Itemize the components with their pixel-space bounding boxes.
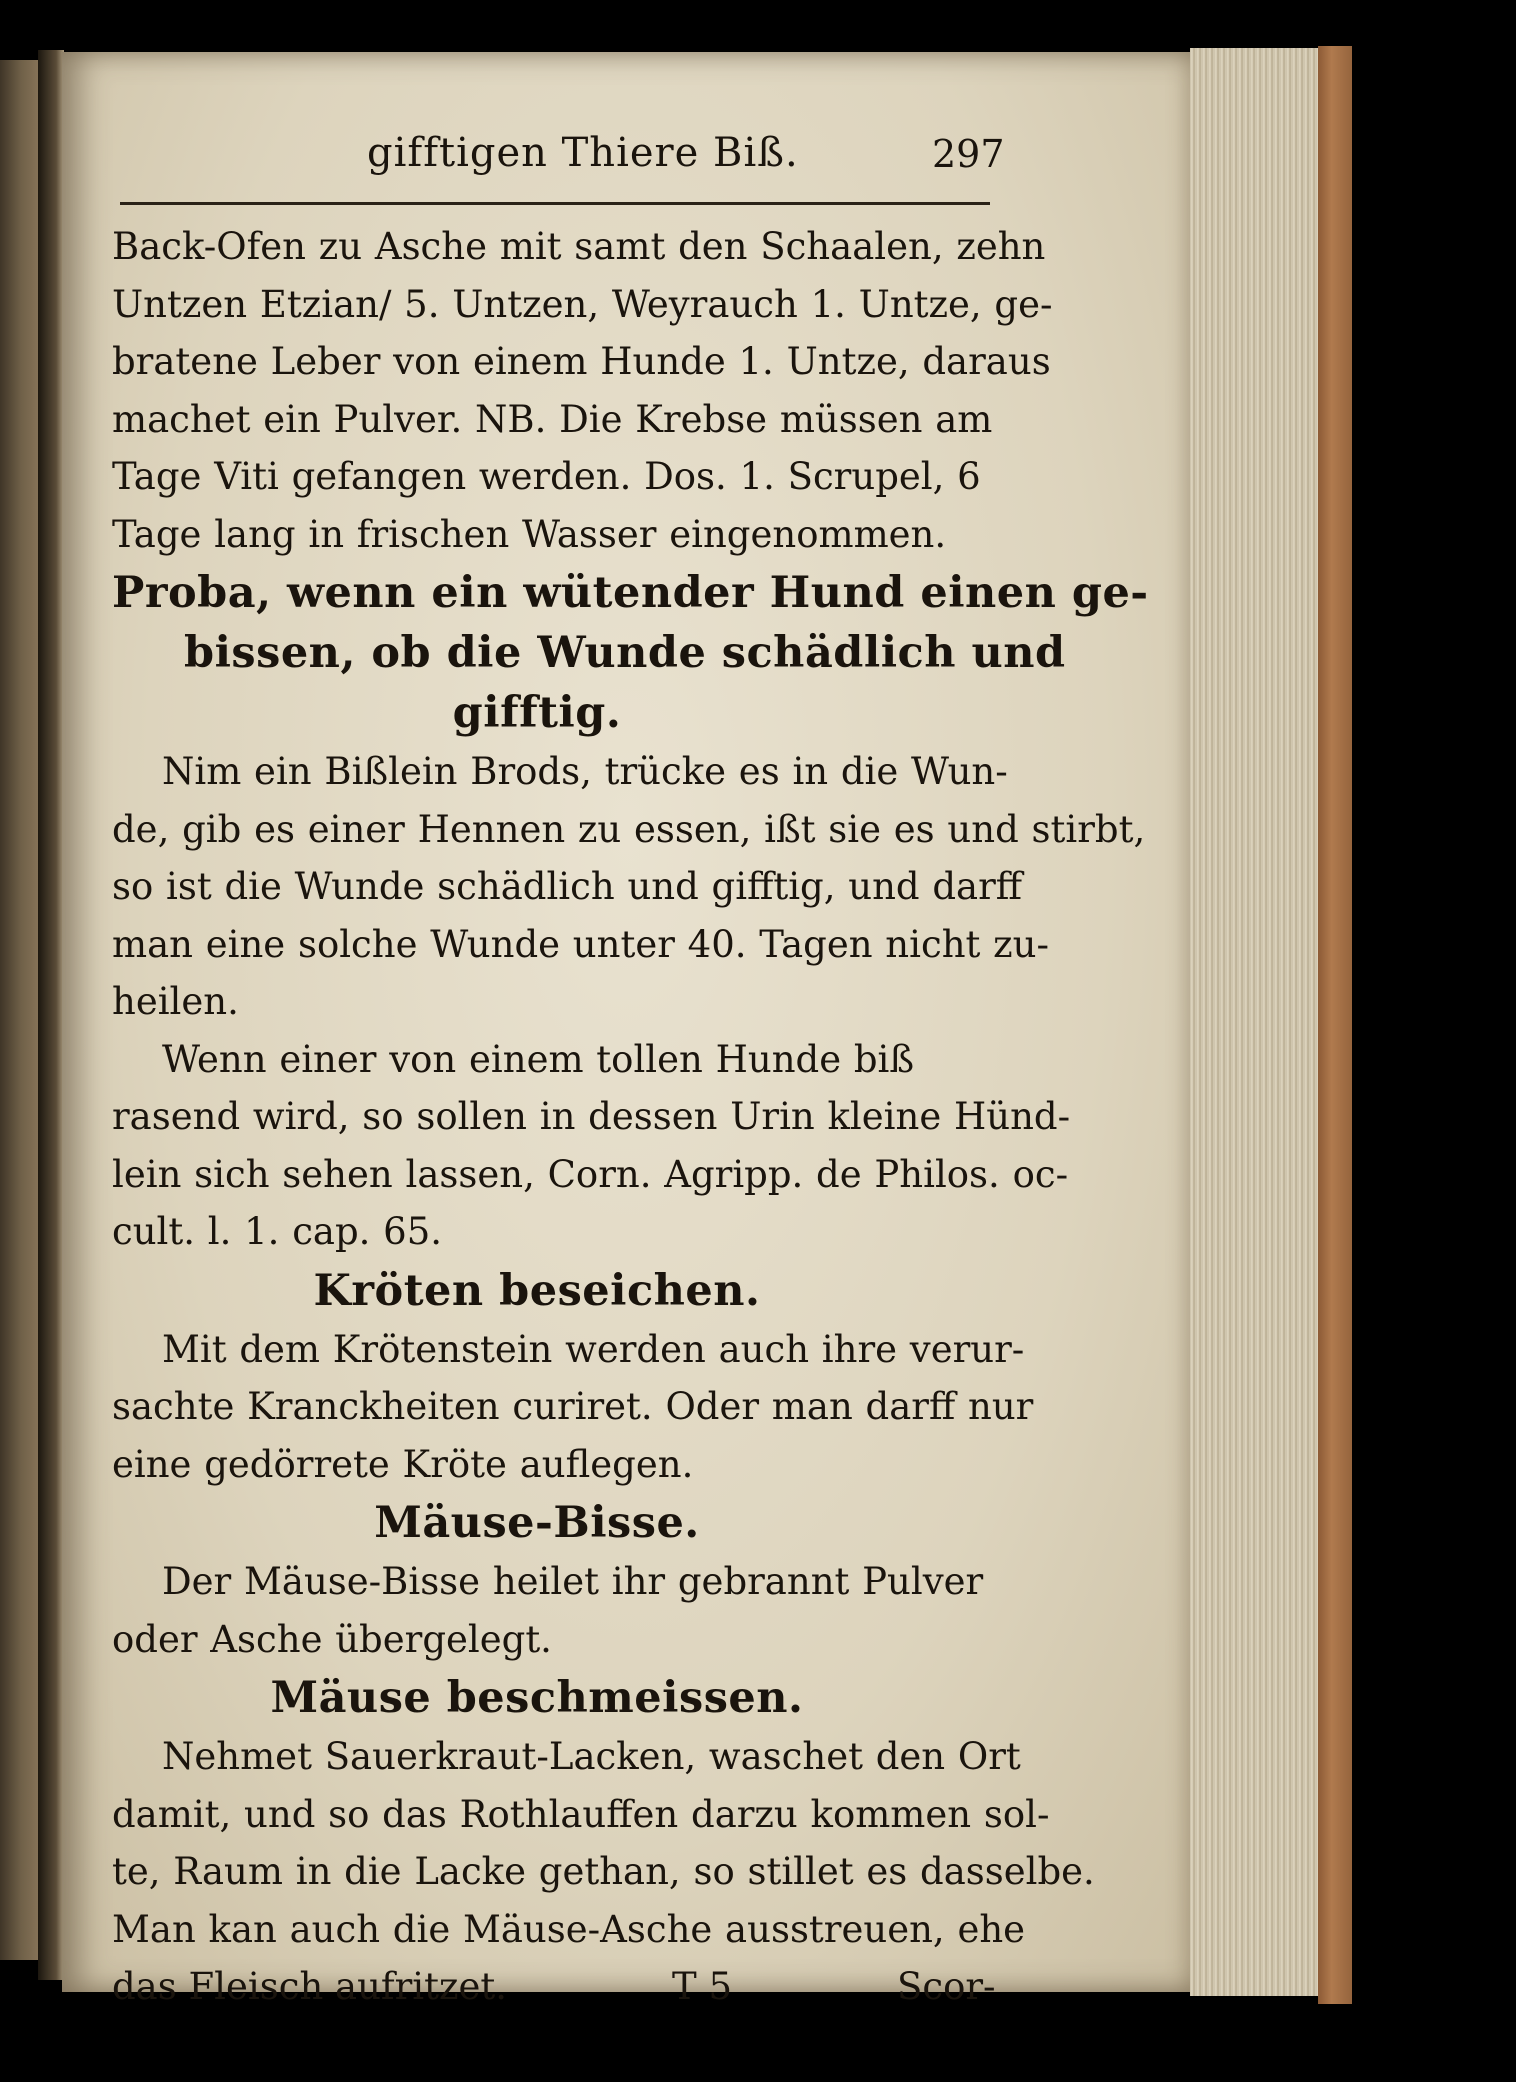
left-page-edge [0, 60, 38, 1960]
signature-mark: T 5 [672, 1965, 732, 2008]
text-line: bratene Leber von einem Hunde 1. Untze, daraus [112, 340, 1051, 383]
section-heading-maeuse-bisse: Mäuse-Bisse. [374, 1498, 700, 1548]
text-line: machet ein Pulver. NB. Die Krebse müssen am [112, 397, 993, 441]
text-line: man eine solche Wunde unter 40. Tagen nicht zu- [112, 922, 1049, 966]
text-line: Wenn einer von einem tollen Hunde biß [162, 1037, 915, 1081]
text-line: oder Asche übergelegt. [112, 1617, 552, 1661]
text-line: Der Mäuse-Bisse heilet ihr gebrannt Pulver [162, 1560, 984, 1603]
catchword: Scor- [897, 1965, 996, 2008]
section-heading-proba: Proba, wenn ein wütender Hund einen ge- [112, 568, 1149, 618]
text-line: Tage Viti gefangen werden. Dos. 1. Scrupel, 6 [112, 455, 981, 498]
text-line: eine gedörrete Kröte auflegen. [112, 1442, 694, 1486]
page-header [112, 130, 1032, 200]
header-rule [120, 202, 990, 205]
section-heading-kroeten: Kröten beseichen. [313, 1265, 761, 1316]
text-line: Mit dem Krötenstein werden auch ihre verur- [162, 1327, 1025, 1371]
text-line: Tage lang in frischen Wasser eingenommen. [112, 512, 947, 556]
page-footer-line [112, 1958, 1042, 2016]
page-number: 297 [932, 132, 1005, 176]
text-line: te, Raum in die Lacke gethan, so stillet es dasselbe. [112, 1850, 1095, 1893]
page-body [112, 218, 1149, 2016]
text-line: heilen. [112, 980, 239, 1023]
text-line: lein sich sehen lassen, Corn. Agripp. de Philos. oc- [112, 1152, 1069, 1196]
text-line: das Fleisch aufritzet. [112, 1965, 508, 2008]
text-line: de, gib es einer Hennen zu essen, ißt sie es und stirbt, [112, 807, 1146, 851]
text-line: rasend wird, so sollen in dessen Urin kleine Hünd- [112, 1095, 1071, 1138]
text-line: damit, und so das Rothlauffen darzu kommen sol- [112, 1792, 1050, 1836]
page-fore-edge [1190, 48, 1322, 1996]
cover-edge [1318, 46, 1352, 2004]
section-heading-proba: gifftig. [452, 688, 622, 738]
text-line: so ist die Wunde schädlich und gifftig, und darff [112, 865, 1023, 908]
text-line: Man kan auch die Mäuse-Asche ausstreuen, ehe [112, 1907, 1026, 1951]
page-text [112, 130, 1149, 2008]
text-line: cult. l. 1. cap. 65. [112, 1210, 443, 1253]
text-line: Untzen Etzian/ 5. Untzen, Weyrauch 1. Untze, ge- [112, 282, 1053, 326]
section-heading-proba: bissen, ob die Wunde schädlich und [184, 628, 1066, 678]
book-gutter [38, 50, 64, 1980]
section-heading-maeuse-beschmeissen: Mäuse beschmeissen. [270, 1673, 804, 1723]
text-line: sachte Kranckheiten curiret. Oder man darff nur [112, 1385, 1034, 1428]
text-line: Nim ein Bißlein Brods, trücke es in die Wun- [162, 750, 1008, 793]
text-line: Back-Ofen zu Asche mit samt den Schaalen, zehn [112, 225, 1046, 268]
running-head: gifftigen Thiere Biß. [367, 130, 799, 176]
text-line: Nehmet Sauerkraut-Lacken, waschet den Ort [162, 1735, 1021, 1778]
